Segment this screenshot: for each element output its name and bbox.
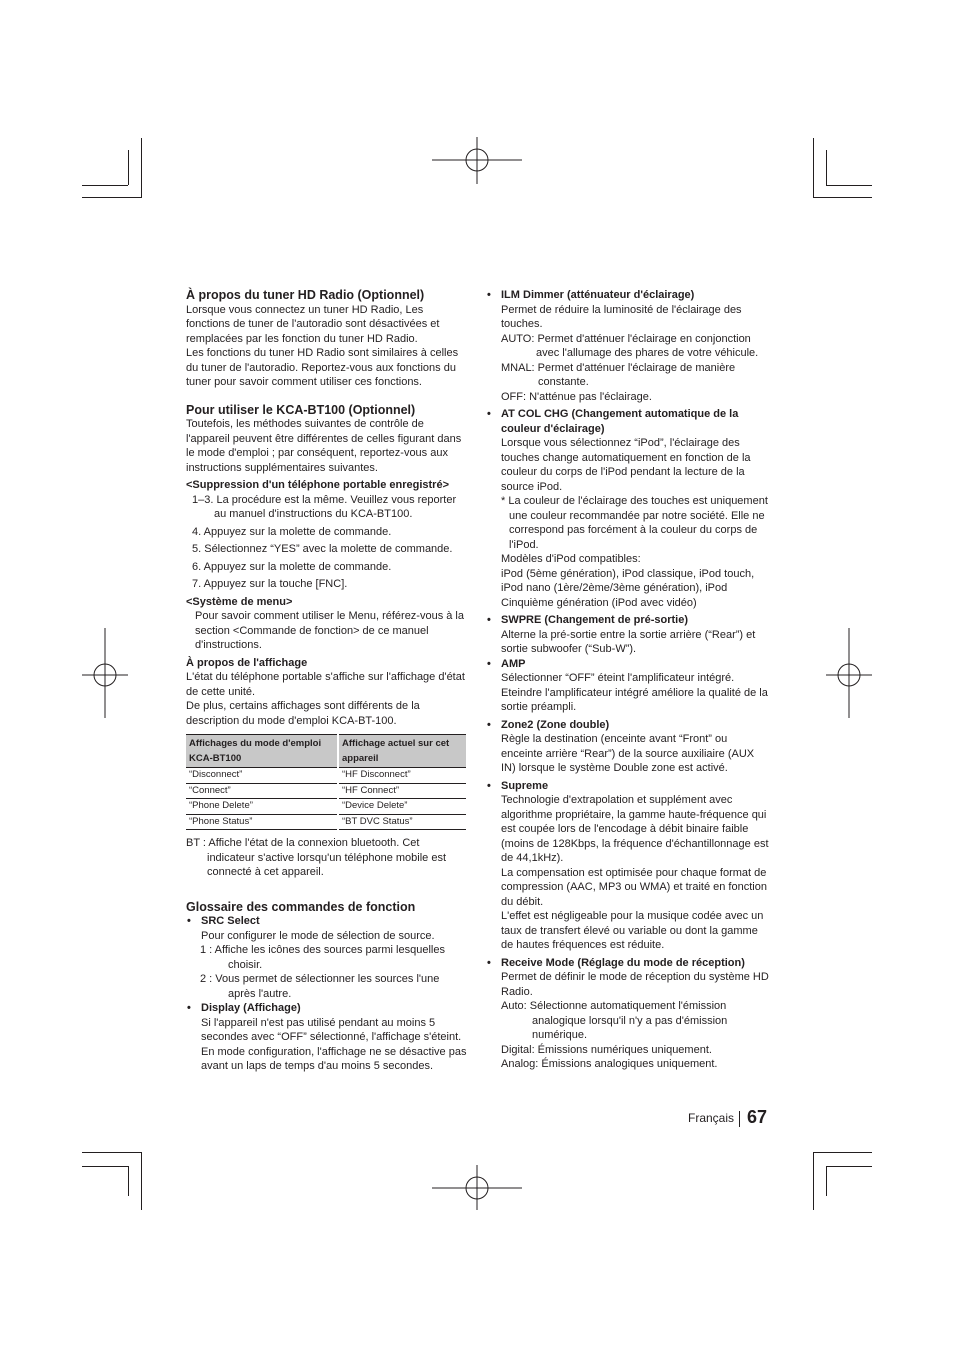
at-col-chg-text: Lorsque vous sélectionnez “iPod”, l'éclairage des touches change automatiquement en fonction de la couleur du corps de l'iPod pendant la lecture de la source iPod. <box>501 437 751 493</box>
glossary-heading: Glossaire des commandes de fonction <box>186 899 416 914</box>
table-row <box>186 814 466 830</box>
display-about-subheading: À propos de l'affichage <box>186 656 308 669</box>
src-select-title: • SRC Select <box>186 914 467 929</box>
table-row <box>186 783 466 799</box>
receive-mode-auto: Auto: Sélectionne automatiquement l'émission analogique lorsqu'il n'y a pas d'émission numérique. <box>501 1000 728 1041</box>
supreme-paragraph-2: La compensation est optimisée pour chaque format de compression (AAC, MP3 ou WMA) et traité en fonction du débit. <box>501 866 767 908</box>
table-cell: “Connect” <box>186 783 338 799</box>
step-item: 6. Appuyez sur la molette de commande. <box>192 560 392 573</box>
amp-title: • AMP <box>486 657 770 672</box>
receive-mode-analog: Analog: Émissions analogiques uniquement. <box>501 1058 718 1070</box>
menu-system-subheading: <Système de menu> <box>186 595 293 608</box>
registration-target-left <box>82 628 128 718</box>
table-cell: “BT DVC Status” <box>338 814 466 830</box>
ipod-models-label: Modèles d'iPod compatibles: <box>501 553 641 565</box>
src-select-option: 1 : Affiche les icônes des sources parmi lesquelles choisir. <box>200 944 445 971</box>
src-select-text: Pour configurer le mode de sélection de source. <box>201 929 435 942</box>
table-cell: “HF Connect” <box>338 783 466 799</box>
registration-target-right <box>826 628 872 718</box>
ilm-dimmer-option: AUTO: Permet d'atténuer l'éclairage en conjonction avec l'allumage des phares de votre véhicule. <box>501 332 759 359</box>
table-row <box>186 768 466 784</box>
step-item: 5. Sélectionnez “YES” avec la molette de commande. <box>192 543 453 555</box>
zone2-title: • Zone2 (Zone double) <box>486 718 770 733</box>
table-row <box>186 799 466 815</box>
footer-separator <box>739 1111 740 1127</box>
ilm-dimmer-option: OFF: N'atténue pas l'éclairage. <box>501 390 652 403</box>
table-header-row <box>186 735 466 768</box>
receive-mode-title: • Receive Mode (Réglage du mode de réception) <box>486 956 770 971</box>
table-cell: “HF Disconnect” <box>338 768 466 784</box>
display-about-paragraph-2: De plus, certains affichages sont différents de la description du mode d'emploi KCA-BT-100. <box>186 700 420 727</box>
at-col-chg-note: * La couleur de l'éclairage des touches est uniquement une couleur recommandée par notre société. Elle ne correspond pas forcément à la couleur du corps de l'iPod. <box>501 495 768 551</box>
footer-language: Français <box>688 1111 735 1125</box>
table-cell: “Phone Status” <box>186 814 338 830</box>
table-header-cell: Affichages du mode d'emploi KCA-BT100 <box>186 735 338 768</box>
hd-radio-paragraph-2: Les fonctions du tuner HD Radio sont similaires à celles du tuner de l'autoradio. Reportez-vous aux fonctions du tuner pour savoir comment utiliser ces fonctions. <box>186 347 459 388</box>
ipod-models-list: iPod (5ème génération), iPod classique, iPod touch, iPod nano (1ère/2ème/3ème génération), iPod Cinquième génération (iPod avec vidéo) <box>501 567 755 609</box>
ilm-dimmer-title: • ILM Dimmer (atténuateur d'éclairage) <box>486 288 770 303</box>
table-cell: “Disconnect” <box>186 768 338 784</box>
receive-mode-text: Permet de définir le mode de réception du système HD Radio. <box>501 971 769 998</box>
kca-bt100-paragraph: Toutefois, les méthodes suivantes de contrôle de l'appareil peuvent être différentes de celles figurant dans le mode d'emploi ; par conséquent, reportez-vous aux instructions supplémentaires suivantes. <box>186 418 462 474</box>
supreme-title: • Supreme <box>486 779 770 794</box>
supreme-paragraph-3: L'effet est négligeable pour la musique codée avec un taux de transfert élevé ou variable ou dont la gamme de hautes fréquences est réduite. <box>501 910 764 951</box>
at-col-chg-title: • AT COL CHG (Changement automatique de la couleur d'éclairage) <box>486 407 770 436</box>
display-title: • Display (Affichage) <box>186 1001 467 1016</box>
page-number: 67 <box>747 1107 768 1127</box>
swpre-title: • SWPRE (Changement de pré-sortie) <box>486 613 770 628</box>
table-cell: “Phone Delete” <box>186 799 338 815</box>
step-item: 1–3. La procédure est la même. Veuillez vous reporter au manuel d'instructions du KCA-BT100. <box>192 493 457 520</box>
display-about-paragraph-1: L'état du téléphone portable s'affiche sur l'affichage d'état de cette unité. <box>186 671 465 698</box>
bt-indicator-note: BT : Affiche l'état de la connexion bluetooth. Cet indicateur s'active lorsqu'un téléphone mobile est connecté à cet appareil. <box>186 837 447 878</box>
delete-phone-subheading: <Suppression d'un téléphone portable enregistré> <box>186 479 450 491</box>
display-comparison-table <box>186 734 466 830</box>
ilm-dimmer-text: Permet de réduire la luminosité de l'éclairage des touches. <box>501 303 742 330</box>
supreme-paragraph-1: Technologie d'extrapolation et supplément avec algorithme propriétaire, la gamme haute-fréquence qui est coupée lors de l'encodage à débit binaire faible (moins de 128Kbps, la fréquence d'échantillonnage est de 44,1kHz). <box>501 794 769 864</box>
left-column <box>186 288 467 1074</box>
table-header-cell: Affichage actuel sur cet appareil <box>338 735 466 768</box>
hd-radio-paragraph-1: Lorsque vous connectez un tuner HD Radio, Les fonctions de tuner de l'autoradio sont désactivées et remplacées par les fonction du tuner HD Radio. <box>186 303 440 345</box>
registration-target-top <box>432 137 522 184</box>
ilm-dimmer-option: MNAL: Permet d'atténuer l'éclairage de manière constante. <box>501 361 736 388</box>
display-text: Si l'appareil n'est pas utilisé pendant au moins 5 secondes avec “OFF” sélectionné, l'affichage s'éteint. En mode configuration, l'affichage ne se désactive pas avant un laps de temps d'au moins 5 secondes. <box>201 1016 467 1072</box>
delete-phone-steps <box>186 493 467 592</box>
src-select-option: 2 : Vous permet de sélectionner les sources l'une après l'autre. <box>200 973 440 1000</box>
amp-text: Sélectionner “OFF” éteint l'amplificateur intégré. Eteindre l'amplificateur intégré améliore la qualité de la sortie préampli. <box>501 672 768 713</box>
menu-system-text: Pour savoir comment utiliser le Menu, référez-vous à la section <Commande de fonction> de ce manuel d'instructions. <box>195 610 464 651</box>
hd-radio-heading: À propos du tuner HD Radio (Optionnel) <box>186 288 425 302</box>
table-cell: “Device Delete” <box>338 799 466 815</box>
step-item: 7. Appuyez sur la touche [FNC]. <box>192 578 348 590</box>
step-item: 4. Appuyez sur la molette de commande. <box>192 525 392 538</box>
receive-mode-digital: Digital: Émissions numériques uniquement. <box>501 1043 712 1056</box>
registration-target-bottom <box>432 1165 522 1210</box>
swpre-text: Alterne la pré-sortie entre la sortie arrière (“Rear”) et sortie subwoofer (“Sub-W”). <box>501 628 756 655</box>
right-column <box>486 288 770 1072</box>
zone2-text: Règle la destination (enceinte avant “Front” ou enceinte arrière “Rear”) de la source auxiliaire (AUX IN) lorsque le système Double zone est activé. <box>501 733 755 774</box>
kca-bt100-heading: Pour utiliser le KCA-BT100 (Optionnel) <box>186 402 416 417</box>
